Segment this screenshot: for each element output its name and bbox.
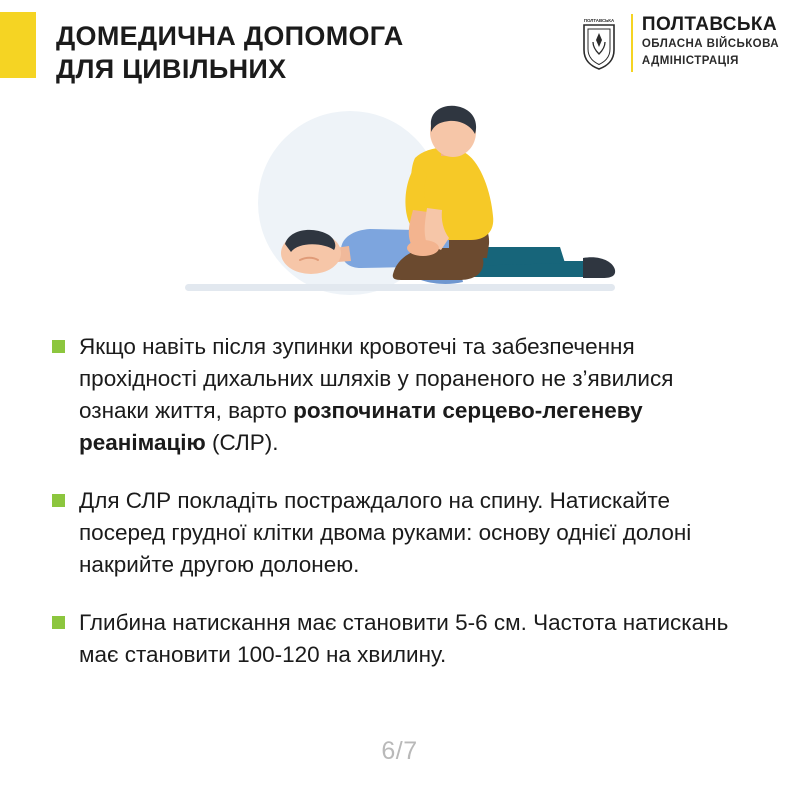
- rescuer-hands: [407, 240, 439, 256]
- bullet-text: Для СЛР покладіть постраждалого на спину. Натискайте посеред грудної клітки двома руками: основу однієї долоні накрийте другою долонею.: [79, 487, 692, 577]
- list-item: [52, 331, 747, 459]
- victim-shoe: [583, 257, 615, 278]
- bullet-1-segment-2: розпочинати серцево-легеневу реанімацію: [79, 397, 643, 455]
- page-indicator: 6/7: [381, 737, 418, 765]
- list-item: [52, 607, 747, 671]
- illustration-cpr: [0, 98, 799, 313]
- bullet-marker-icon: [52, 494, 65, 507]
- brand-sub-line-2: АДМІНІСТРАЦІЯ: [641, 54, 739, 67]
- brand-divider: [631, 14, 633, 72]
- page-title: [56, 20, 404, 86]
- bullet-list: [0, 313, 799, 670]
- brand-sub-line-1: ОБЛАСНА ВІЙСЬКОВА: [641, 37, 779, 50]
- list-item: [52, 485, 747, 581]
- brand-name: ПОЛТАВСЬКА: [641, 14, 778, 35]
- bullet-marker-icon: [52, 616, 65, 629]
- accent-tab: [0, 12, 36, 78]
- page-title-line-1: ДОМЕДИЧНА ДОПОМОГА: [56, 21, 404, 51]
- page-title-line-2: ДЛЯ ЦИВІЛЬНИХ: [56, 53, 287, 84]
- bullet-text: Глибина натискання має становити 5-6 см. Частота натискань має становити 100-120 на хвилину.: [79, 609, 729, 667]
- bullet-text: [79, 331, 747, 459]
- bullet-1-segment-1: Якщо навіть після зупинки кровотечі та забезпечення прохідності дихальних шляхів у пораненого не з’явилися ознаки життя, варто: [79, 334, 674, 423]
- bullet-marker-icon: [52, 340, 65, 353]
- floor-line: [185, 284, 615, 291]
- brand-block: [576, 14, 779, 72]
- bullet-1-segment-3: (СЛР).: [205, 429, 279, 455]
- svg-text:ПОЛТАВСЬКА: ПОЛТАВСЬКА: [583, 18, 615, 23]
- cpr-scene-svg: [165, 98, 635, 310]
- page-header: [0, 0, 799, 96]
- coat-of-arms-icon: [576, 14, 622, 72]
